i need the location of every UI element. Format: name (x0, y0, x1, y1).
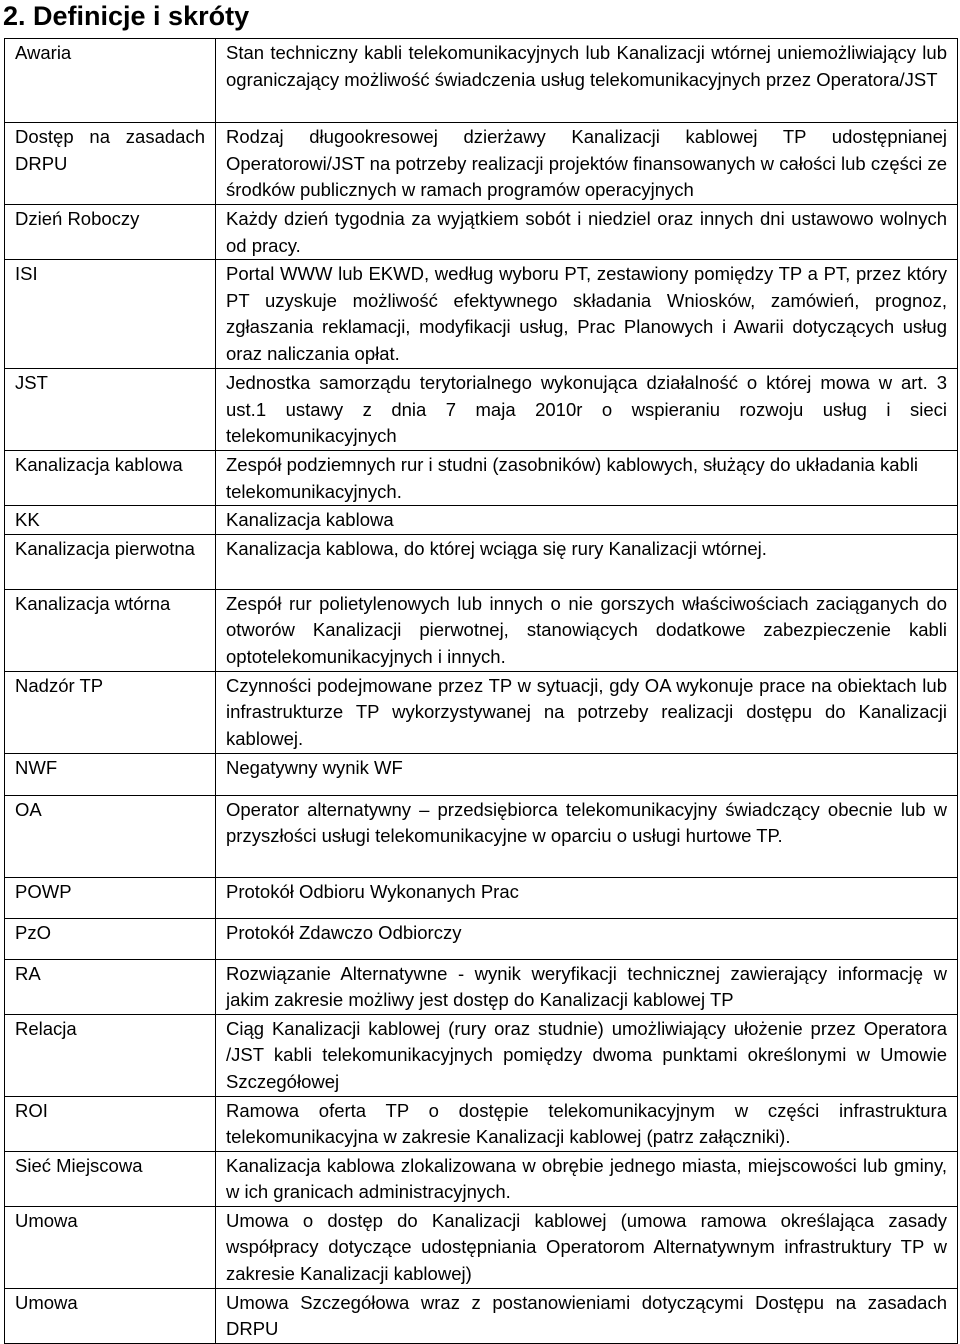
term-text: Umowa (15, 1291, 78, 1313)
term-cell (5, 506, 216, 535)
term-text: ISI (15, 263, 38, 284)
term-cell (5, 1288, 216, 1343)
term-text: JST (15, 372, 48, 393)
definition-cell (216, 1151, 958, 1206)
definition-cell (216, 1288, 958, 1343)
term-cell (5, 451, 216, 506)
table-row (5, 918, 958, 959)
term-cell (5, 671, 216, 753)
table-row (5, 451, 958, 506)
table-row (5, 205, 958, 260)
term-text: ROI (15, 1099, 48, 1121)
definition-text: Zespół podziemnych rur i studni (zasobników) kablowych, służący do układania kabli telekomunikacyjnych. (226, 454, 919, 502)
table-row (5, 877, 958, 918)
table-row (5, 959, 958, 1014)
term-cell (5, 205, 216, 260)
definitions-table (4, 38, 958, 1344)
term-cell (5, 534, 216, 589)
definition-text: Kanalizacja kablowa, do której wciąga się rury Kanalizacji wtórnej. (226, 537, 767, 559)
term-cell (5, 959, 216, 1014)
definition-cell (216, 451, 958, 506)
term-text: Kanalizacja pierwotna (15, 537, 195, 559)
definition-text: Stan techniczny kabli telekomunikacyjnych lub Kanalizacji wtórnej uniemożliwiający lub ograniczający możliwość świadczenia usług telekomunikacyjnych przez Operatora/JST (226, 42, 947, 90)
table-row (5, 534, 958, 589)
term-text: Kanalizacja kablowa (15, 454, 183, 475)
definition-cell (216, 795, 958, 877)
term-text: OA (15, 798, 42, 820)
table-row (5, 795, 958, 877)
definition-text: Rodzaj długookresowej dzierżawy Kanalizacji kablowej TP udostępnianej Operatorowi/JST na potrzeby realizacji projektów finansowanych w całości lub części ze środków publicznych w ramach programów operacyjnych (226, 126, 947, 200)
definition-cell (216, 589, 958, 671)
definition-cell (216, 369, 958, 451)
term-cell (5, 1096, 216, 1151)
table-row (5, 1151, 958, 1206)
definition-cell (216, 534, 958, 589)
table-row (5, 1014, 958, 1096)
definition-text: Kanalizacja kablowa (226, 509, 394, 530)
term-text: Dzień Roboczy (15, 208, 140, 229)
table-row (5, 1206, 958, 1288)
term-text: Nadzór TP (15, 674, 104, 696)
term-text: Relacja (15, 1017, 77, 1039)
table-row (5, 589, 958, 671)
definition-cell (216, 1096, 958, 1151)
term-text: Kanalizacja wtórna (15, 592, 171, 614)
definition-cell (216, 918, 958, 959)
term-cell (5, 123, 216, 205)
definition-text: Czynności podejmowane przez TP w sytuacji, gdy OA wykonuje prace na obiektach lub infrastrukturze TP wykorzystywanej na potrzeby realizacji dostępu do Kanalizacji kablowej. (226, 674, 947, 749)
term-text: POWP (15, 880, 72, 902)
definition-text: Jednostka samorządu terytorialnego wykonująca działalność o której mowa w art. 3 ust.1 ustawy z dnia 7 maja 2010r o wspieraniu rozwoju usług i sieci telekomunikacyjnych (226, 372, 947, 446)
term-text: RA (15, 962, 41, 984)
definition-cell (216, 205, 958, 260)
term-text: Awaria (15, 42, 72, 63)
table-row (5, 506, 958, 535)
term-text: Umowa (15, 1209, 78, 1231)
definition-text: Ramowa oferta TP o dostępie telekomunikacyjnym w części infrastruktura telekomunikacyjna w zakresie Kanalizacji kablowej (patrz załączniki). (226, 1099, 947, 1147)
definition-cell (216, 123, 958, 205)
term-cell (5, 1206, 216, 1288)
term-text: Dostęp na zasadach DRPU (15, 126, 205, 174)
definition-text: Rozwiązanie Alternatywne - wynik weryfikacji technicznej zawierający informację w jakim zakresie możliwy jest dostęp do Kanalizacji kablowej TP (226, 962, 947, 1010)
definition-text: Negatywny wynik WF (226, 756, 403, 778)
term-cell (5, 1151, 216, 1206)
table-row (5, 753, 958, 795)
table-row (5, 260, 958, 369)
definition-cell (216, 260, 958, 369)
term-cell (5, 753, 216, 795)
definition-text: Każdy dzień tygodnia za wyjątkiem sobót i niedziel oraz innych dni ustawowo wolnych od pracy. (226, 208, 947, 256)
table-row (5, 123, 958, 205)
term-text: KK (15, 509, 40, 530)
term-cell (5, 369, 216, 451)
table-row (5, 1096, 958, 1151)
term-cell (5, 1014, 216, 1096)
term-cell (5, 877, 216, 918)
definition-cell (216, 877, 958, 918)
definition-cell (216, 1014, 958, 1096)
section-heading: 2. Definicje i skróty (3, 1, 250, 31)
definition-cell (216, 959, 958, 1014)
table-row (5, 369, 958, 451)
definition-text: Umowa o dostęp do Kanalizacji kablowej (umowa ramowa określająca zasady współpracy dotyczące udostępniania Operatorom Alternatywnym infrastruktury TP w zakresie Kanalizacji kablowej) (226, 1209, 947, 1284)
term-cell (5, 39, 216, 123)
definition-text: Ciąg Kanalizacji kablowej (rury oraz studnie) umożliwiający ułożenie przez Operatora /JST kabli telekomunikacyjnych pomiędzy dwoma punktami określonymi w Umowie Szczegółowej (226, 1017, 947, 1092)
definition-text: Kanalizacja kablowa zlokalizowana w obrębie jednego miasta, miejscowości lub gminy, w ich granicach administracyjnych. (226, 1154, 947, 1202)
term-text: Sieć Miejscowa (15, 1154, 143, 1176)
term-text: NWF (15, 756, 58, 778)
definition-cell (216, 506, 958, 535)
term-text: PzO (15, 921, 51, 943)
definition-text: Umowa Szczegółowa wraz z postanowieniami dotyczącymi Dostępu na zasadach DRPU (226, 1291, 947, 1339)
table-row (5, 671, 958, 753)
term-cell (5, 918, 216, 959)
definition-cell (216, 39, 958, 123)
definition-text: Protokół Odbioru Wykonanych Prac (226, 880, 519, 902)
term-cell (5, 589, 216, 671)
definition-text: Protokół Zdawczo Odbiorczy (226, 921, 462, 943)
definition-text: Portal WWW lub EKWD, według wyboru PT, zestawiony pomiędzy TP a PT, przez który PT uzyskuje możliwość efektywnego składania Wniosków, zamówień, prognoz, zgłaszania reklamacji, modyfikacji usług, Prac Planowych i Awarii dotyczących usług oraz naliczania opłat. (226, 263, 947, 364)
definition-cell (216, 1206, 958, 1288)
term-cell (5, 795, 216, 877)
term-cell (5, 260, 216, 369)
table-row (5, 1288, 958, 1343)
table-row (5, 39, 958, 123)
definition-cell (216, 671, 958, 753)
definition-text: Operator alternatywny – przedsiębiorca telekomunikacyjny świadczący obecnie lub w przyszłości usługi telekomunikacyjne w oparciu o usługi hurtowe TP. (226, 798, 947, 846)
definition-text: Zespół rur polietylenowych lub innych o nie gorszych właściwościach zaciąganych do otworów Kanalizacji pierwotnej, stanowiących dodatkowe zabezpieczenie kabli optotelekomunikacyjnych i innych. (226, 592, 947, 667)
definition-cell (216, 753, 958, 795)
